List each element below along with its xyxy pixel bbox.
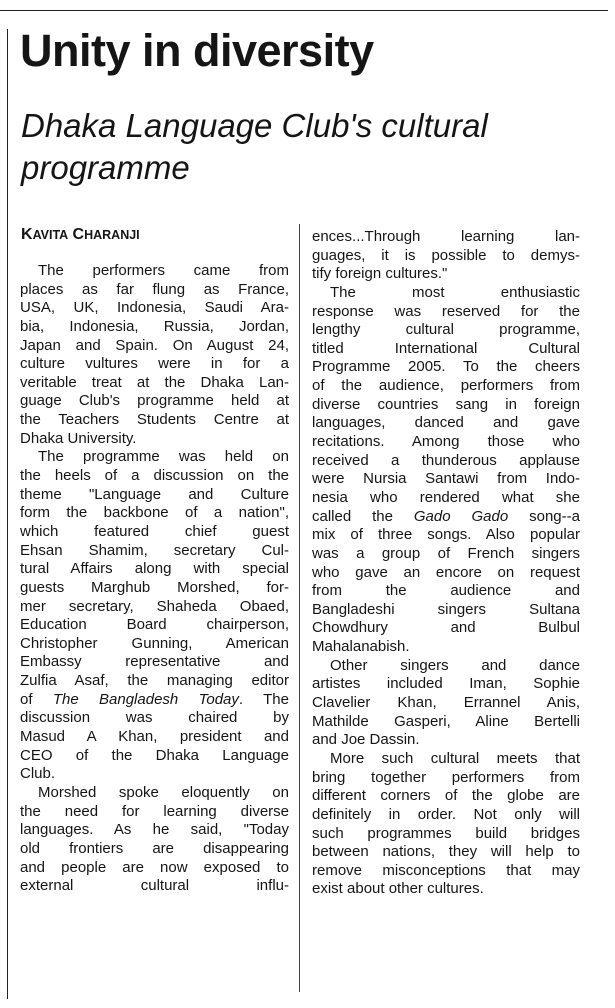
text-line: More such cultural meets that <box>330 749 580 767</box>
text-run: called the <box>312 507 414 525</box>
text-line: Club. <box>20 765 56 783</box>
byline <box>21 226 140 244</box>
text-line: languages, danced and gave <box>312 414 580 432</box>
text-line: Chowdhury and Bulbul <box>312 619 580 637</box>
text-line: of the audience, performers from <box>312 377 580 395</box>
text-line: The most enthusiastic <box>330 283 580 301</box>
text-line: external cultural influ- <box>20 877 289 895</box>
text-line: remove misconceptions that may <box>312 861 580 879</box>
text-line: Ehsan Shamim, secretary Cul- <box>20 541 289 559</box>
publication-title: The Bangladesh Today <box>52 690 239 708</box>
text-line <box>20 691 289 710</box>
byline-last-initial: C <box>72 226 85 243</box>
text-line: exist about other cultures. <box>312 880 484 898</box>
text-line: USA, UK, Indonesia, Saudi Ara- <box>20 299 289 317</box>
text-line: guages, it is possible to demys- <box>312 246 580 264</box>
text-line: and Joe Dassin. <box>312 731 420 749</box>
text-line: Dhaka University. <box>20 429 137 447</box>
text-line: bia, Indonesia, Russia, Jordan, <box>20 317 289 335</box>
text-line: Mahalanabish. <box>312 638 410 656</box>
text-line: culture vultures were in for a <box>20 355 289 373</box>
article-column-right <box>312 228 580 899</box>
text-line: such programmes build bridges <box>312 824 580 842</box>
article-column-left <box>20 262 289 896</box>
text-run: . The <box>238 690 289 708</box>
text-line: was a group of French singers <box>312 544 580 562</box>
text-line: definitely in order. Not only will <box>312 805 580 823</box>
text-line: and people are now exposed to <box>20 858 289 876</box>
text-line: Japan and Spain. On August 24, <box>20 336 289 354</box>
text-line: mer secretary, Shaheda Obaed, <box>20 597 289 615</box>
text-line: Christopher Gunning, American <box>20 634 289 652</box>
text-line: Other singers and dance <box>330 656 580 674</box>
text-line: Education Board chairperson, <box>20 616 289 634</box>
text-line: places as far flung as France, <box>20 280 289 298</box>
text-line: theme "Language and Culture <box>20 485 289 503</box>
text-line: response was reserved for the <box>312 302 580 320</box>
column-divider <box>299 224 300 992</box>
side-rule <box>7 29 8 999</box>
text-line: Mathilde Gasperi, Aline Bertelli <box>312 712 580 730</box>
text-line: bring together performers from <box>312 768 580 786</box>
text-line <box>312 508 580 527</box>
text-line: different corners of the globe are <box>312 787 580 805</box>
text-line: recitations. Among those who <box>312 433 580 451</box>
text-line: who gave an encore on request <box>312 563 580 581</box>
top-rule <box>0 10 608 11</box>
text-line: form the backbone of a nation", <box>20 504 289 522</box>
byline-last-rest: HARANJI <box>84 228 140 242</box>
text-line: received a thunderous applause <box>312 451 580 469</box>
text-line: Masud A Khan, president and <box>20 728 289 746</box>
text-line: Bangladeshi singers Sultana <box>312 600 580 618</box>
text-line: The programme was held on <box>38 448 289 466</box>
text-run: song--a <box>508 507 580 525</box>
text-line: guage Club's programme held at <box>20 392 289 410</box>
text-line: old frontiers are disappearing <box>20 839 289 857</box>
text-line: The performers came from <box>38 262 289 279</box>
text-line: guests Marghub Morshed, for- <box>20 578 289 596</box>
text-line: Morshed spoke eloquently on <box>38 783 289 801</box>
song-title: Gado Gado <box>413 507 509 525</box>
byline-first-rest: AVITA <box>32 228 69 242</box>
text-line: artistes included Iman, Sophie <box>312 675 580 693</box>
text-line: Zulfia Asaf, the managing editor <box>20 672 289 690</box>
text-line: tify foreign cultures." <box>312 265 448 283</box>
text-line: CEO of the Dhaka Language <box>20 746 289 764</box>
text-line: which featured chief guest <box>20 522 289 540</box>
byline-first-initial: K <box>21 226 33 243</box>
text-line: between nations, they will help to <box>312 843 580 861</box>
text-line: mix of three songs. Also popular <box>312 526 580 544</box>
text-line: the need for learning diverse <box>20 802 289 820</box>
text-line: diverse countries sang in foreign <box>312 395 580 413</box>
text-line: the Teachers Students Centre at <box>20 411 289 429</box>
text-line: from the audience and <box>312 582 580 600</box>
text-line: Programme 2005. To the cheers <box>312 358 580 376</box>
text-line: tural Affairs along with special <box>20 560 289 578</box>
text-line: the heels of a discussion on the <box>20 467 289 485</box>
text-line: veritable treat at the Dhaka Lan- <box>20 373 289 391</box>
text-run: of <box>20 690 53 708</box>
text-line: nesia who rendered what she <box>312 488 580 506</box>
text-line: Clavelier Khan, Errannel Anis, <box>312 694 580 712</box>
text-line: were Nursia Santawi from Indo- <box>312 470 580 488</box>
text-line: discussion was chaired by <box>20 709 289 727</box>
text-line: languages. As he said, "Today <box>20 821 289 839</box>
headline: Unity in diversity <box>20 25 374 76</box>
text-line: Embassy representative and <box>20 653 289 671</box>
subheadline: Dhaka Language Club's cultural programme <box>21 107 488 186</box>
text-line: lengthy cultural programme, <box>312 321 580 339</box>
text-line: titled International Cultural <box>312 339 580 357</box>
text-line: ences...Through learning lan- <box>312 228 580 245</box>
